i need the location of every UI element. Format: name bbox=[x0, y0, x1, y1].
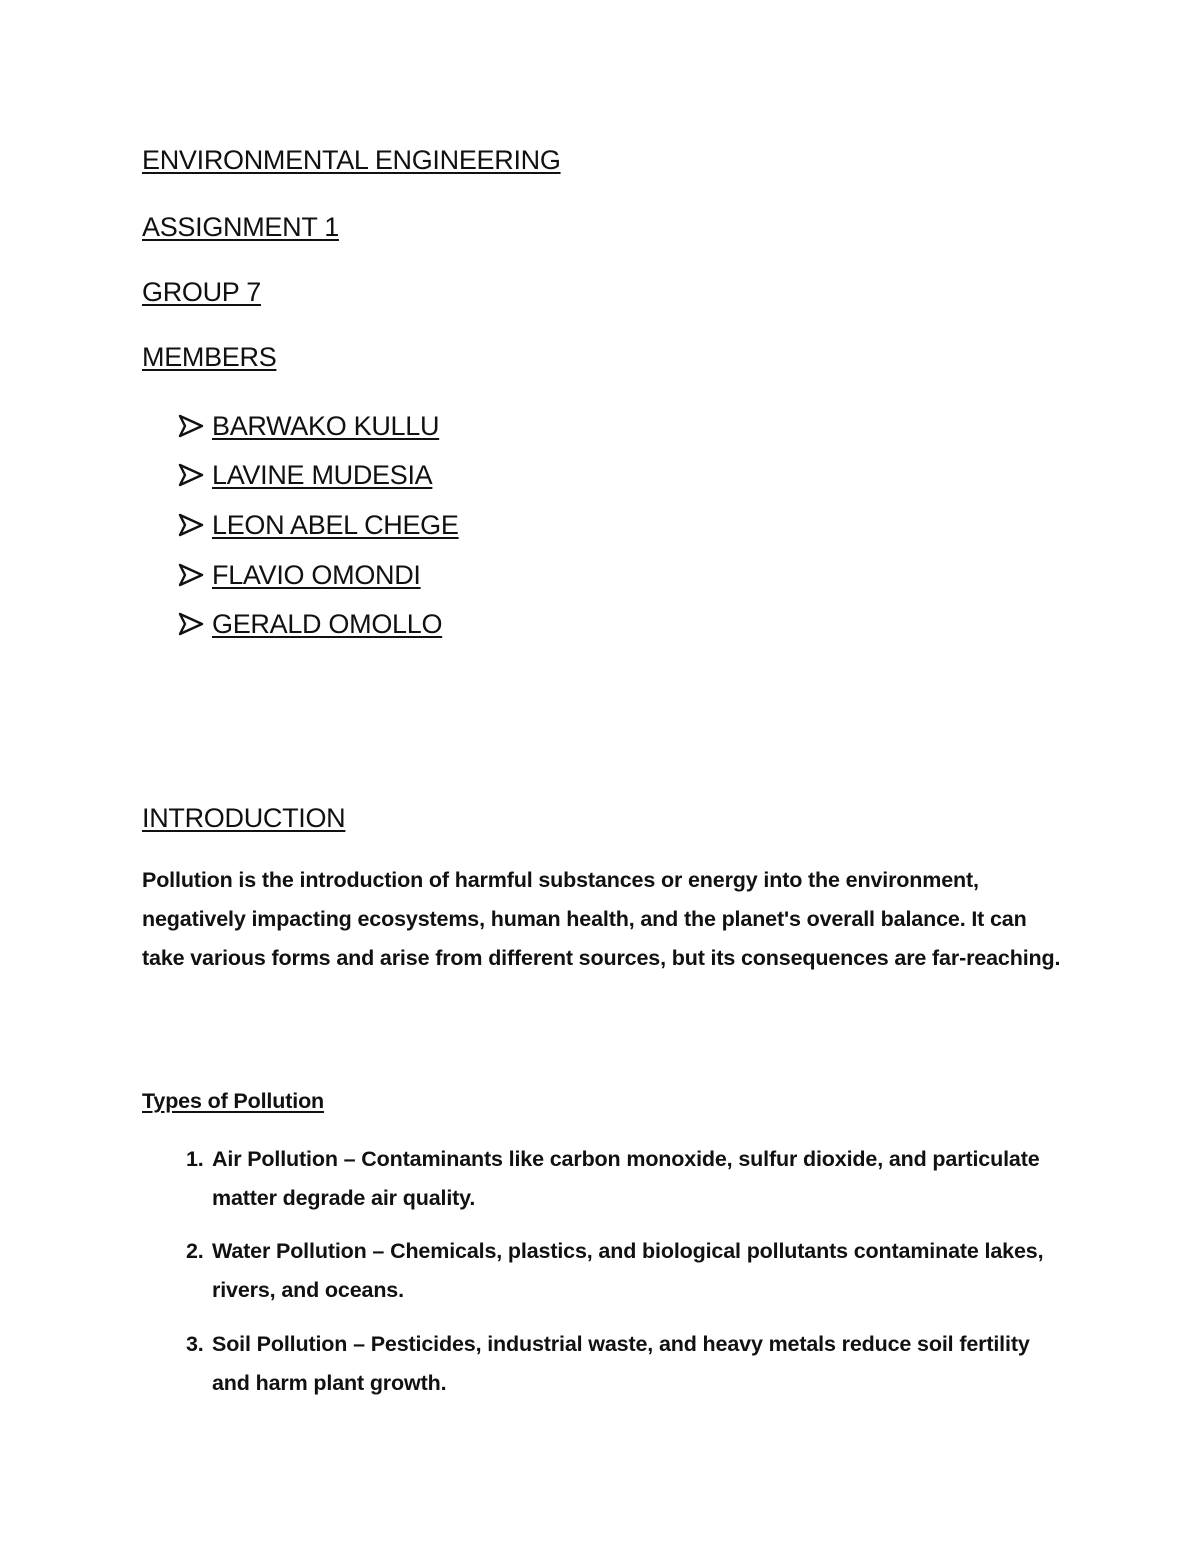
member-item bbox=[178, 604, 442, 644]
arrow-bullet-icon bbox=[178, 462, 204, 488]
list-number: 1. bbox=[186, 1147, 204, 1171]
member-item bbox=[178, 555, 421, 595]
list-item bbox=[142, 1140, 1072, 1218]
list-item bbox=[142, 1232, 1072, 1310]
member-name: GERALD OMOLLO bbox=[212, 608, 443, 639]
arrow-bullet-icon bbox=[178, 413, 204, 439]
list-text: Air Pollution – Contaminants like carbon monoxide, sulfur dioxide, and particulate matter degrade air quality. bbox=[212, 1147, 1040, 1210]
member-name: LAVINE MUDESIA bbox=[212, 459, 433, 490]
member-name: BARWAKO KULLU bbox=[212, 410, 440, 441]
types-heading: Types of Pollution bbox=[142, 1089, 325, 1113]
assignment-title: ASSIGNMENT 1 bbox=[142, 212, 339, 242]
member-name: LEON ABEL CHEGE bbox=[212, 509, 459, 540]
introduction-paragraph: Pollution is the introduction of harmful substances or energy into the environment, negatively impacting ecosystems, human health, and the planet's overall balance. It can take various forms and arise from different sources, but its consequences are far-reaching. bbox=[142, 868, 1061, 970]
member-item bbox=[178, 406, 439, 446]
group-title: GROUP 7 bbox=[142, 277, 261, 307]
member-name: FLAVIO OMONDI bbox=[212, 559, 421, 590]
arrow-bullet-icon bbox=[178, 562, 204, 588]
list-item bbox=[142, 1325, 1072, 1403]
list-text: Water Pollution – Chemicals, plastics, and biological pollutants contaminate lakes, rivers, and oceans. bbox=[212, 1239, 1044, 1302]
members-heading: MEMBERS bbox=[142, 342, 277, 372]
list-number: 2. bbox=[186, 1239, 204, 1263]
arrow-bullet-icon bbox=[178, 512, 204, 538]
arrow-bullet-icon bbox=[178, 611, 204, 637]
introduction-heading: INTRODUCTION bbox=[142, 803, 346, 833]
course-title: ENVIRONMENTAL ENGINEERING bbox=[142, 145, 561, 175]
member-item bbox=[178, 505, 459, 545]
list-number: 3. bbox=[186, 1332, 204, 1356]
member-item bbox=[178, 455, 432, 495]
list-text: Soil Pollution – Pesticides, industrial waste, and heavy metals reduce soil fertility and harm plant growth. bbox=[212, 1332, 1030, 1395]
